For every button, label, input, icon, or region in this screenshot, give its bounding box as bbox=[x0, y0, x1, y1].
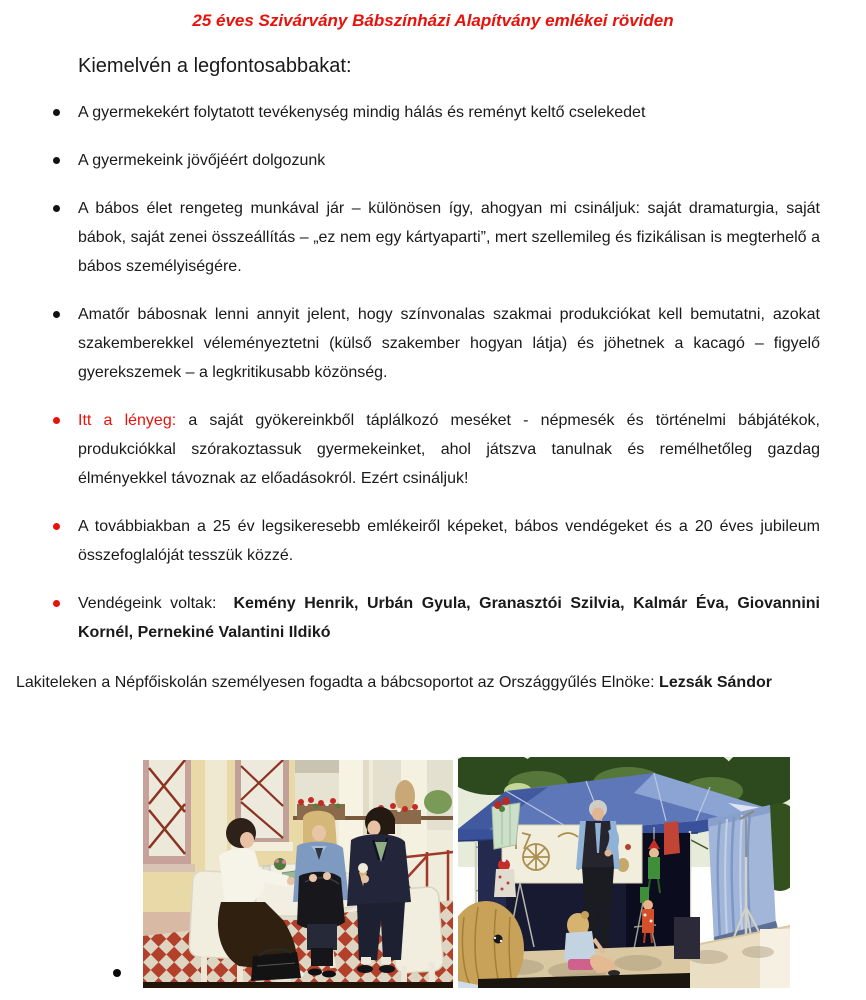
bullet-lead-text: Itt a lényeg: bbox=[78, 412, 177, 429]
bullet-icon bbox=[53, 600, 60, 607]
bullet-icon bbox=[53, 109, 60, 116]
puppet-show-illustration bbox=[458, 757, 790, 988]
bullet-text: a saját gyökereinkből táplálkozó meséket - népmesék és történelmi bábjátékok, produkciókkal szórakoztassuk gyermekeinket, ahol játszva tanulnak és remélhetőleg gazdag élményekkel távoznak az előadásokról. Ezért csináljuk! bbox=[78, 412, 821, 487]
bullet-text: A továbbiakban a 25 év legsikeresebb emlékeiről képeket, bábos vendégeket és a 20 éves jubileum összefoglalóját tesszük közzé. bbox=[78, 518, 820, 564]
bullet-list bbox=[0, 98, 866, 647]
list-item bbox=[47, 406, 820, 493]
bullet-text: A bábos élet rengeteg munkával jár – különösen így, ahogyan mi csináljuk: saját dramaturgia, saját bábok, saját zenei összeállítás – „ez nem egy kártyaparti”, mert szellemileg és fizikálisan is megterhelő a bábos személyiségére. bbox=[78, 200, 820, 275]
document-title: 25 éves Szivárvány Bábszínházi Alapítvány emlékei röviden bbox=[192, 11, 674, 30]
blue-curtain bbox=[708, 805, 778, 949]
list-item bbox=[47, 589, 820, 647]
list-item bbox=[47, 146, 820, 175]
bullet-icon bbox=[53, 417, 60, 424]
intro-heading: Kiemelvén a legfontosabbakat: bbox=[78, 55, 352, 77]
bullet-text: A gyermekeink jövőjéért dolgozunk bbox=[78, 152, 326, 169]
list-item bbox=[47, 194, 820, 281]
list-item bbox=[47, 300, 820, 387]
bullet-icon bbox=[53, 205, 60, 212]
empty-bullet-icon bbox=[113, 969, 121, 977]
bullet-icon bbox=[53, 157, 60, 164]
closing-text: Lakiteleken a Népfőiskolán személyesen fogadta a bábcsoportot az Országgyűlés Elnöke: bbox=[16, 674, 660, 691]
terrace-meeting-photo bbox=[143, 760, 453, 988]
puppet-show-tent-photo bbox=[458, 757, 790, 988]
bullet-text: A gyermekekért folytatott tevékenység mindig hálás és reményt keltő cselekedet bbox=[78, 104, 646, 121]
shadow-figure bbox=[674, 917, 700, 959]
bullet-icon bbox=[53, 311, 60, 318]
bullet-text: Amatőr bábosnak lenni annyit jelent, hogy színvonalas szakmai produkciókat kell bemutatni, azokat szakemberekkel véleményeztetni (külső szakember hogyan látja) és jöhetnek a kacagó – figyelő gyerekszemek – a legkritikusabb közönség. bbox=[78, 306, 820, 381]
closing-name: Lezsák Sándor bbox=[659, 674, 772, 691]
list-item bbox=[47, 98, 820, 127]
terrace-photo-illustration bbox=[143, 760, 453, 988]
bullet-text: Vendégeink voltak: bbox=[78, 595, 234, 612]
closing-paragraph bbox=[16, 668, 850, 697]
list-item bbox=[47, 512, 820, 570]
guest-names: Kemény Henrik, Urbán Gyula, Granasztói Szilvia, Kalmár Éva, Giovannini Kornél, Pernekiné Valantini Ildikó bbox=[78, 595, 820, 641]
bullet-icon bbox=[53, 523, 60, 530]
